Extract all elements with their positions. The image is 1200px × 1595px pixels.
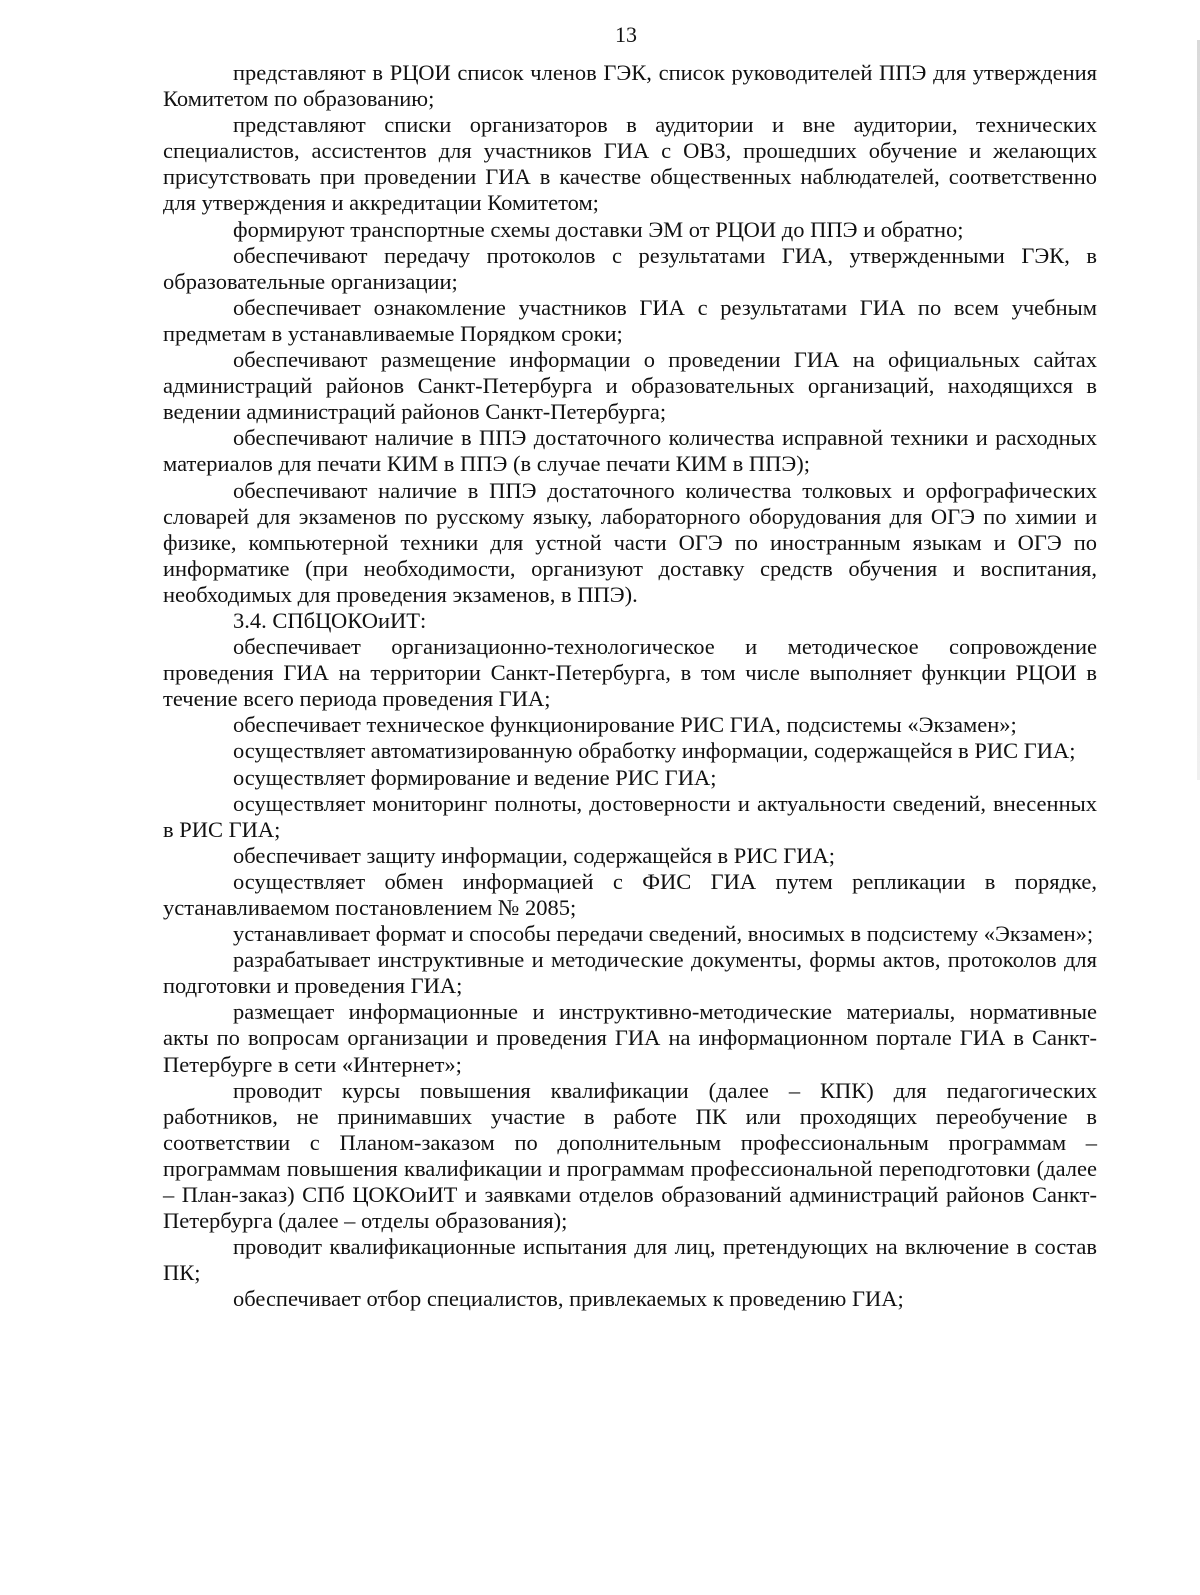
paragraph: формируют транспортные схемы доставки ЭМ от РЦОИ до ППЭ и обратно; [233,216,964,242]
paragraph: проводит курсы повышения квалификации (далее – КПК) для педагогических работников, не принимавших участие в работе ПК или проходящих переобучение в соответствии с Планом-заказом по дополнительным профессиональным программам – программам повышения квалификации и программам профессиональной переподготовки (далее – План-заказ) СПб ЦОКОиИТ и заявками отделов образований администраций районов Санкт-Петербурга (далее – отделы образования); [163,1077,1097,1234]
paragraph: обеспечивают передачу протоколов с результатами ГИА, утвержденными ГЭК, в образовательные организации; [163,242,1097,294]
paragraph: осуществляет мониторинг полноты, достоверности и актуальности сведений, внесенных в РИС ГИА; [163,790,1097,842]
paragraph: обеспечивает техническое функционирование РИС ГИА, подсистемы «Экзамен»; [233,712,1017,738]
paragraph: обеспечивает защиту информации, содержащейся в РИС ГИА; [233,842,835,868]
paragraph: устанавливает формат и способы передачи сведений, вносимых в подсистему «Экзамен»; [233,921,1094,947]
paragraph: осуществляет обмен информацией с ФИС ГИА путем репликации в порядке, устанавливаемом постановлением № 2085; [163,868,1097,920]
paragraph: обеспечивают наличие в ППЭ достаточного количества толковых и орфографических словарей для экзаменов по русскому языку, лабораторного оборудования для ОГЭ по химии и физике, компьютерной техники для устной части ОГЭ по иностранным языкам и ОГЭ по информатике (при необходимости, организуют доставку средств обучения и воспитания, необходимых для проведения экзаменов, в ППЭ). [163,477,1097,607]
paragraph: обеспечивают размещение информации о проведении ГИА на официальных сайтах администраций районов Санкт-Петербурга и образовательных организаций, находящихся в ведении администраций районов Санкт-Петербурга; [163,347,1097,425]
paragraph: размещает информационные и инструктивно-методические материалы, нормативные акты по вопросам организации и проведения ГИА на информационном портале ГИА в Санкт-Петербурге в сети «Интернет»; [163,999,1097,1077]
paragraph: обеспечивает отбор специалистов, привлекаемых к проведению ГИА; [233,1286,904,1312]
paragraph: осуществляет формирование и ведение РИС ГИА; [233,764,717,790]
page-number: 13 [615,22,637,47]
paragraph: обеспечивает организационно-технологическое и методическое сопровождение проведения ГИА на территории Санкт-Петербурга, в том числе выполняет функции РЦОИ в течение всего периода проведения ГИА; [163,634,1097,712]
paragraph: разрабатывает инструктивные и методические документы, формы актов, протоколов для подготовки и проведения ГИА; [163,947,1097,999]
paragraph: обеспечивает ознакомление участников ГИА с результатами ГИА по всем учебным предметам в устанавливаемые Порядком сроки; [163,294,1097,346]
document-body [163,60,1097,1313]
paragraph: осуществляет автоматизированную обработку информации, содержащейся в РИС ГИА; [233,738,1076,764]
paragraph: обеспечивают наличие в ППЭ достаточного количества исправной техники и расходных материалов для печати КИМ в ППЭ (в случае печати КИМ в ППЭ); [163,425,1097,477]
section-heading: 3.4. СПбЦОКОиИТ: [233,607,427,633]
paragraph: представляют в РЦОИ список членов ГЭК, список руководителей ППЭ для утверждения Комитетом по образованию; [163,60,1097,112]
paragraph: проводит квалификационные испытания для лиц, претендующих на включение в состав ПК; [163,1234,1097,1286]
paragraph: представляют списки организаторов в аудитории и вне аудитории, технических специалистов, ассистентов для участников ГИА с ОВЗ, прошедших обучение и желающих присутствовать при проведении ГИА в качестве общественных наблюдателей, соответственно для утверждения и аккредитации Комитетом; [163,112,1097,216]
